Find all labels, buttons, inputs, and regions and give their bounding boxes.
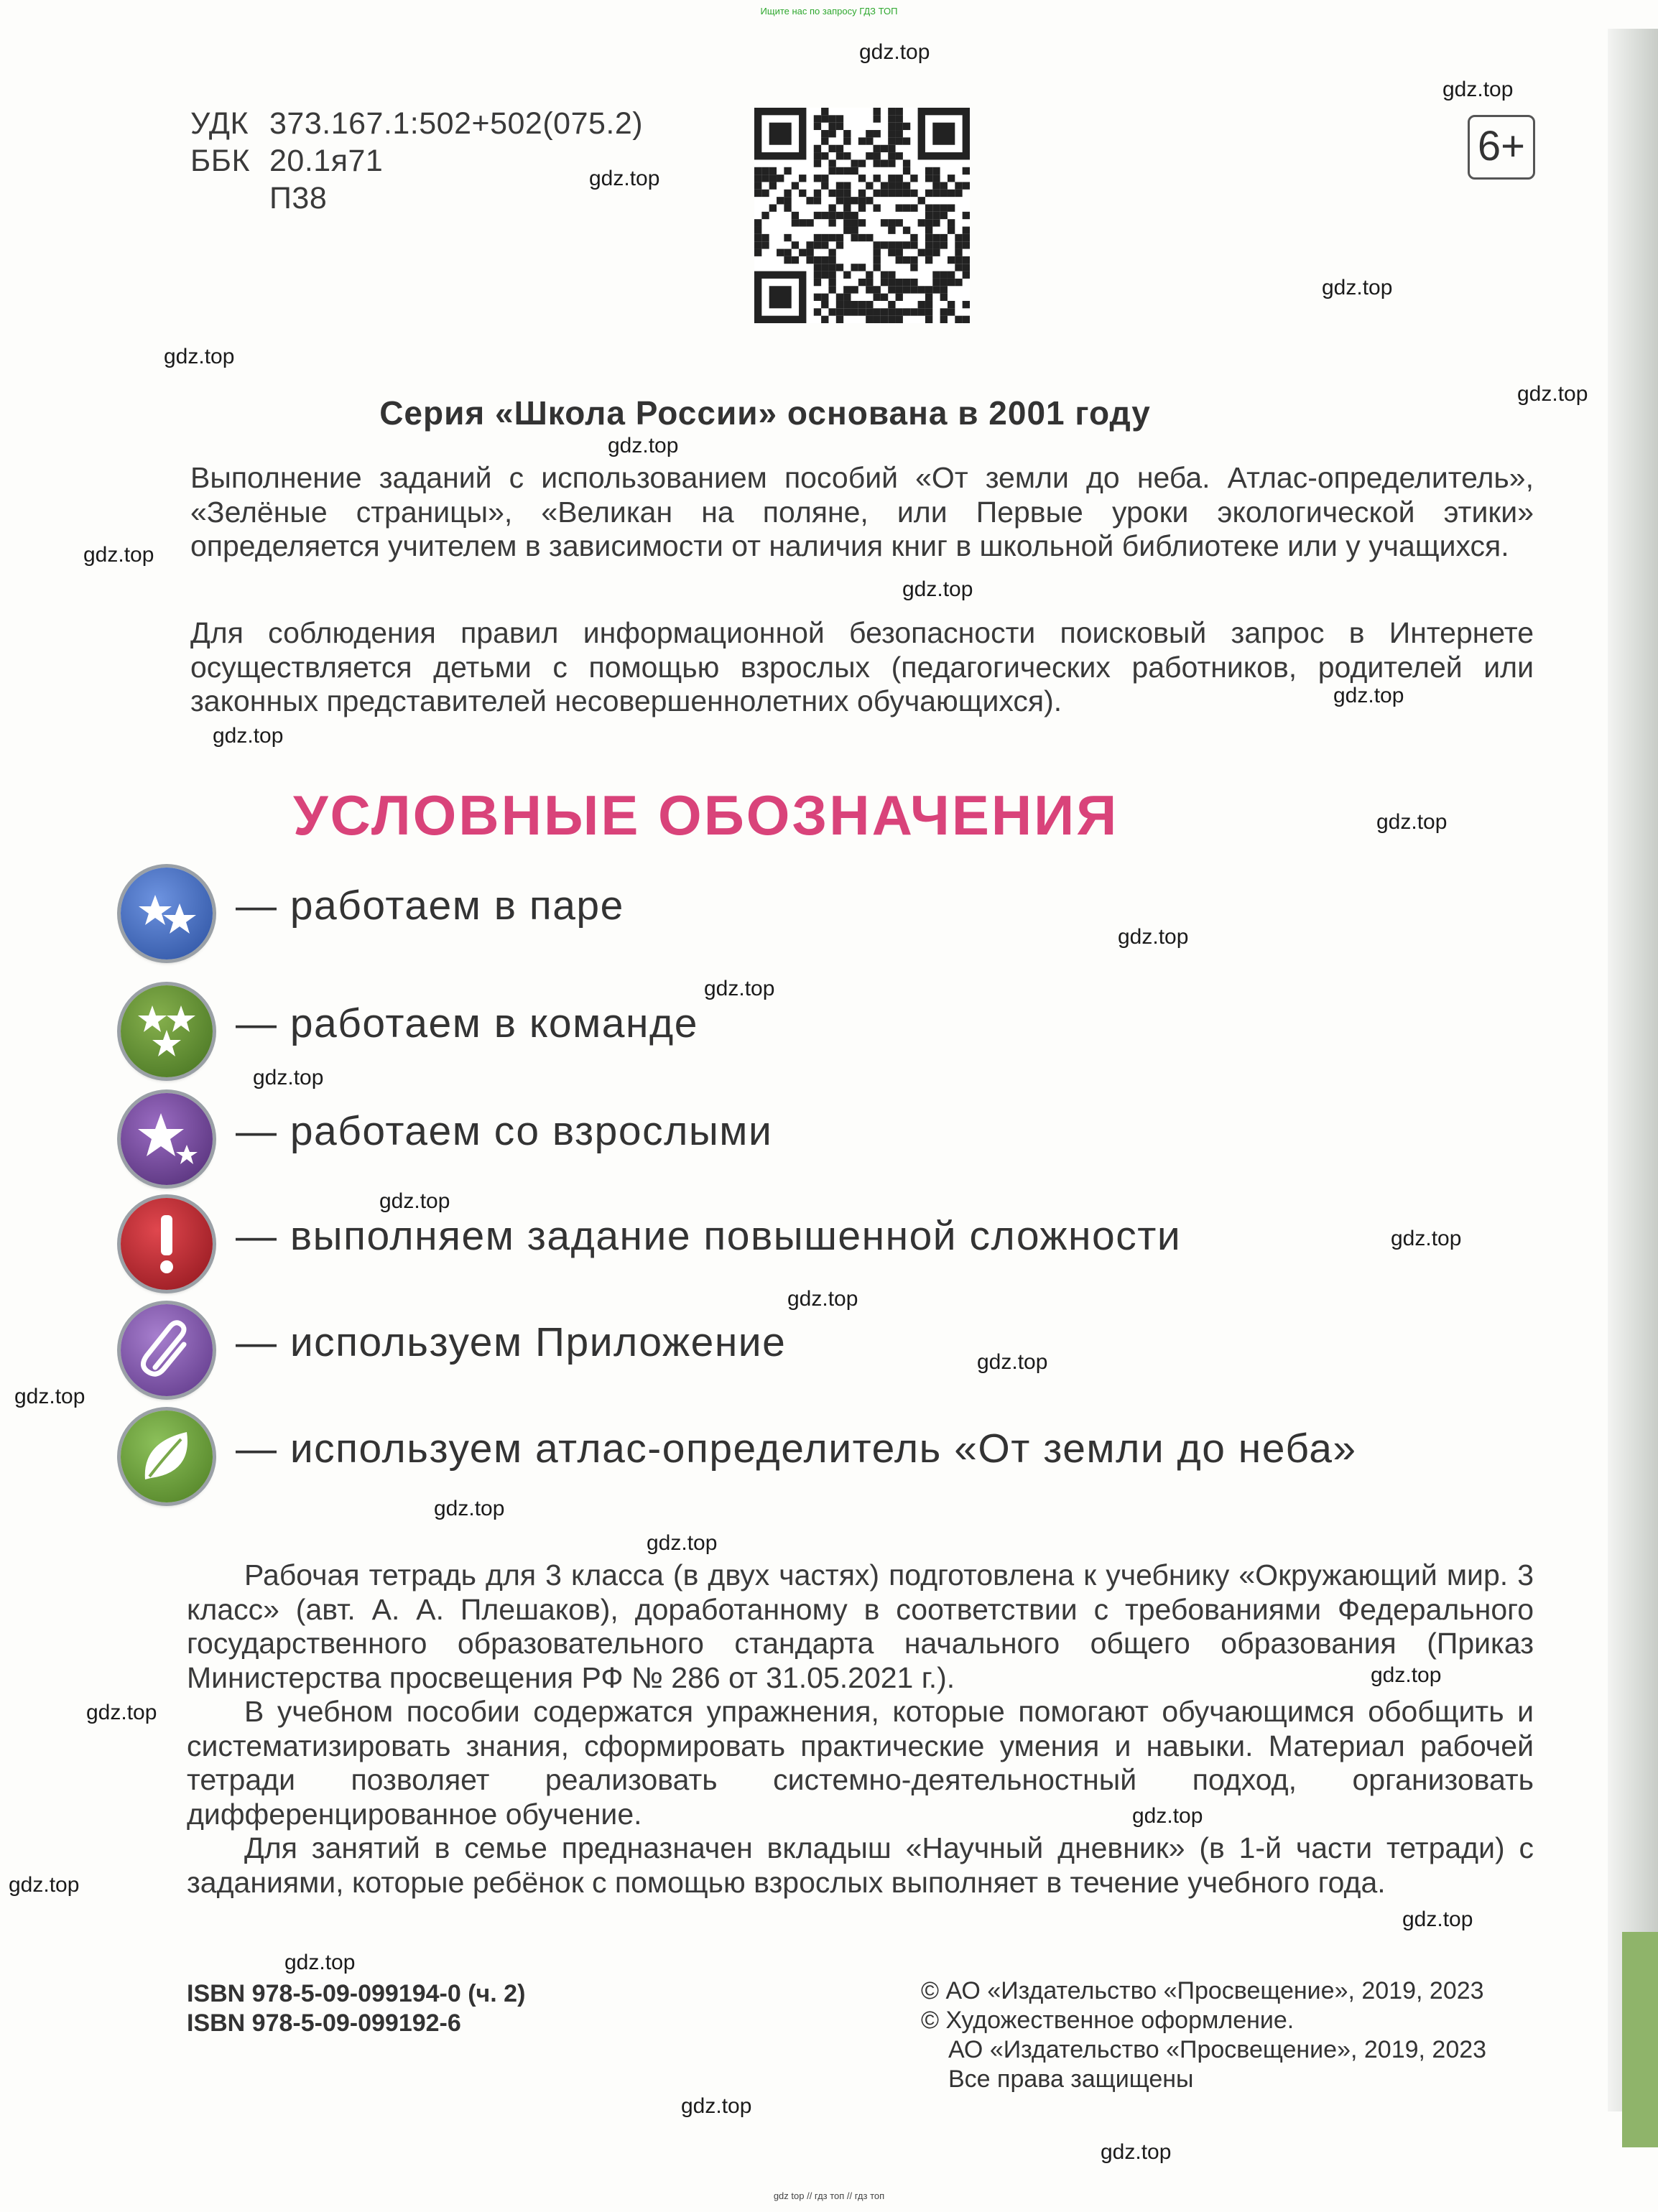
legend-text: — выполняем задание повышенной сложности bbox=[236, 1213, 1182, 1259]
watermark: gdz.top bbox=[434, 1497, 505, 1520]
watermark: gdz.top bbox=[1322, 276, 1393, 299]
page-edge-tab bbox=[1622, 1932, 1658, 2147]
watermark: gdz.top bbox=[1118, 925, 1189, 949]
watermark: gdz.top bbox=[1442, 78, 1514, 101]
watermark: gdz.top bbox=[83, 543, 154, 567]
copyright-block bbox=[921, 1976, 1486, 2094]
big-small-star-icon bbox=[121, 1093, 213, 1185]
copyright-line: © Художественное оформление. bbox=[921, 2007, 1295, 2034]
series-line: Серия «Школа России» основана в 2001 году bbox=[379, 394, 1151, 432]
paperclip-icon bbox=[121, 1304, 213, 1396]
watermark: gdz.top bbox=[86, 1701, 157, 1724]
catalog-code: П38 bbox=[269, 181, 328, 215]
isbn-line: ISBN 978-5-09-099192-6 bbox=[187, 2009, 461, 2037]
legend-text: — работаем в паре bbox=[236, 883, 624, 929]
watermark: gdz.top bbox=[608, 434, 679, 457]
description-paragraph-1: Рабочая тетрадь для 3 класса (в двух частях) подготовлена к учебнику «Окружающий мир. 3 класс» (авт. А. А. Плешаков), доработанному в соответствии с требованиями Федерального государственного образовательного стандарта начального общего образования (Приказ Министерства просвещения РФ № 286 от 31.05.2021 г.). bbox=[187, 1558, 1534, 1694]
watermark: gdz.top bbox=[704, 977, 775, 1000]
leaf-icon bbox=[121, 1411, 213, 1502]
watermark: gdz.top bbox=[859, 40, 930, 64]
legend-text: — работаем в команде bbox=[236, 1000, 698, 1046]
watermark: gdz.top bbox=[1376, 810, 1448, 834]
watermark: gdz.top bbox=[1391, 1227, 1462, 1250]
workbook-description bbox=[187, 1558, 1534, 1900]
two-stars-icon bbox=[121, 868, 213, 959]
copyright-line: © АО «Издательство «Просвещение», 2019, 2023 bbox=[921, 1977, 1484, 2004]
copyright-line: Все права защищены bbox=[948, 2065, 1194, 2093]
udk-block bbox=[190, 105, 643, 217]
isbn-block bbox=[187, 1979, 525, 2038]
watermark: gdz.top bbox=[902, 577, 973, 601]
watermark: gdz.top bbox=[977, 1350, 1048, 1374]
qr-code[interactable] bbox=[754, 108, 970, 323]
bottom-banner: gdz top // гдз топ // гдз топ bbox=[773, 2190, 885, 2201]
bbk-label: ББК bbox=[190, 144, 250, 178]
legend-text: — используем атлас-определитель «От земли до неба» bbox=[236, 1426, 1357, 1472]
watermark: gdz.top bbox=[681, 2094, 752, 2118]
watermark: gdz.top bbox=[1101, 2140, 1172, 2164]
exclamation-icon bbox=[121, 1198, 213, 1290]
watermark: gdz.top bbox=[213, 724, 284, 748]
watermark: gdz.top bbox=[787, 1287, 858, 1311]
age-rating-badge: 6+ bbox=[1468, 115, 1535, 180]
watermark: gdz.top bbox=[164, 345, 235, 368]
watermark: gdz.top bbox=[647, 1531, 718, 1555]
watermark: gdz.top bbox=[9, 1873, 80, 1897]
watermark: gdz.top bbox=[1333, 684, 1404, 707]
watermark: gdz.top bbox=[379, 1189, 450, 1213]
description-paragraph-3: Для занятий в семье предназначен вкладыш «Научный дневник» (в 1-й части тетради) с заданиями, которые ребёнок с помощью взрослых выполняет в течение учебного года. bbox=[187, 1831, 1534, 1899]
intro-paragraph-2: Для соблюдения правил информационной безопасности поисковый запрос в Интернете осуществляется детьми с помощью взрослых (педагогических работников, родителей или законных представителей несовершеннолетних обучающихся). bbox=[190, 616, 1534, 717]
watermark: gdz.top bbox=[14, 1385, 85, 1408]
intro-paragraph-1: Выполнение заданий с использованием пособий «От земли до неба. Атлас-определитель», «Зелёные страницы», «Великан на поляне, или Первые уроки экологической этики» определяется учителем в зависимости от наличия книг в школьной библиотеке или у учащихся. bbox=[190, 461, 1534, 562]
udk-label: УДК bbox=[190, 106, 249, 141]
qr-code-icon bbox=[754, 108, 970, 323]
three-stars-icon bbox=[121, 985, 213, 1077]
watermark: gdz.top bbox=[1517, 382, 1588, 406]
legend-text: — работаем со взрослыми bbox=[236, 1108, 773, 1154]
watermark: gdz.top bbox=[284, 1951, 356, 1974]
udk-value: 373.167.1:502+502(075.2) bbox=[269, 106, 644, 141]
copyright-line: АО «Издательство «Просвещение», 2019, 2023 bbox=[948, 2036, 1487, 2063]
legend-text: — используем Приложение bbox=[236, 1319, 787, 1365]
watermark: gdz.top bbox=[1402, 1907, 1473, 1931]
bbk-value: 20.1я71 bbox=[269, 144, 384, 178]
watermark: gdz.top bbox=[1132, 1804, 1203, 1828]
isbn-line: ISBN 978-5-09-099194-0 (ч. 2) bbox=[187, 1980, 526, 2007]
watermark: gdz.top bbox=[1371, 1663, 1442, 1687]
description-paragraph-2: В учебном пособии содержатся упражнения, которые помогают обучающимся обобщить и систематизировать знания, сформировать практические умения и навыки. Материал рабочей тетради позволяет реализовать системно-деятельностный подход, организовать дифференцированное обучение. bbox=[187, 1695, 1534, 1831]
legend-title: УСЛОВНЫЕ ОБОЗНАЧЕНИЯ bbox=[293, 784, 1119, 847]
page-edge bbox=[1608, 29, 1658, 2111]
top-banner: Ищите нас по запросу ГДЗ ТОП bbox=[760, 6, 898, 17]
watermark: gdz.top bbox=[253, 1066, 324, 1089]
watermark: gdz.top bbox=[589, 167, 660, 190]
